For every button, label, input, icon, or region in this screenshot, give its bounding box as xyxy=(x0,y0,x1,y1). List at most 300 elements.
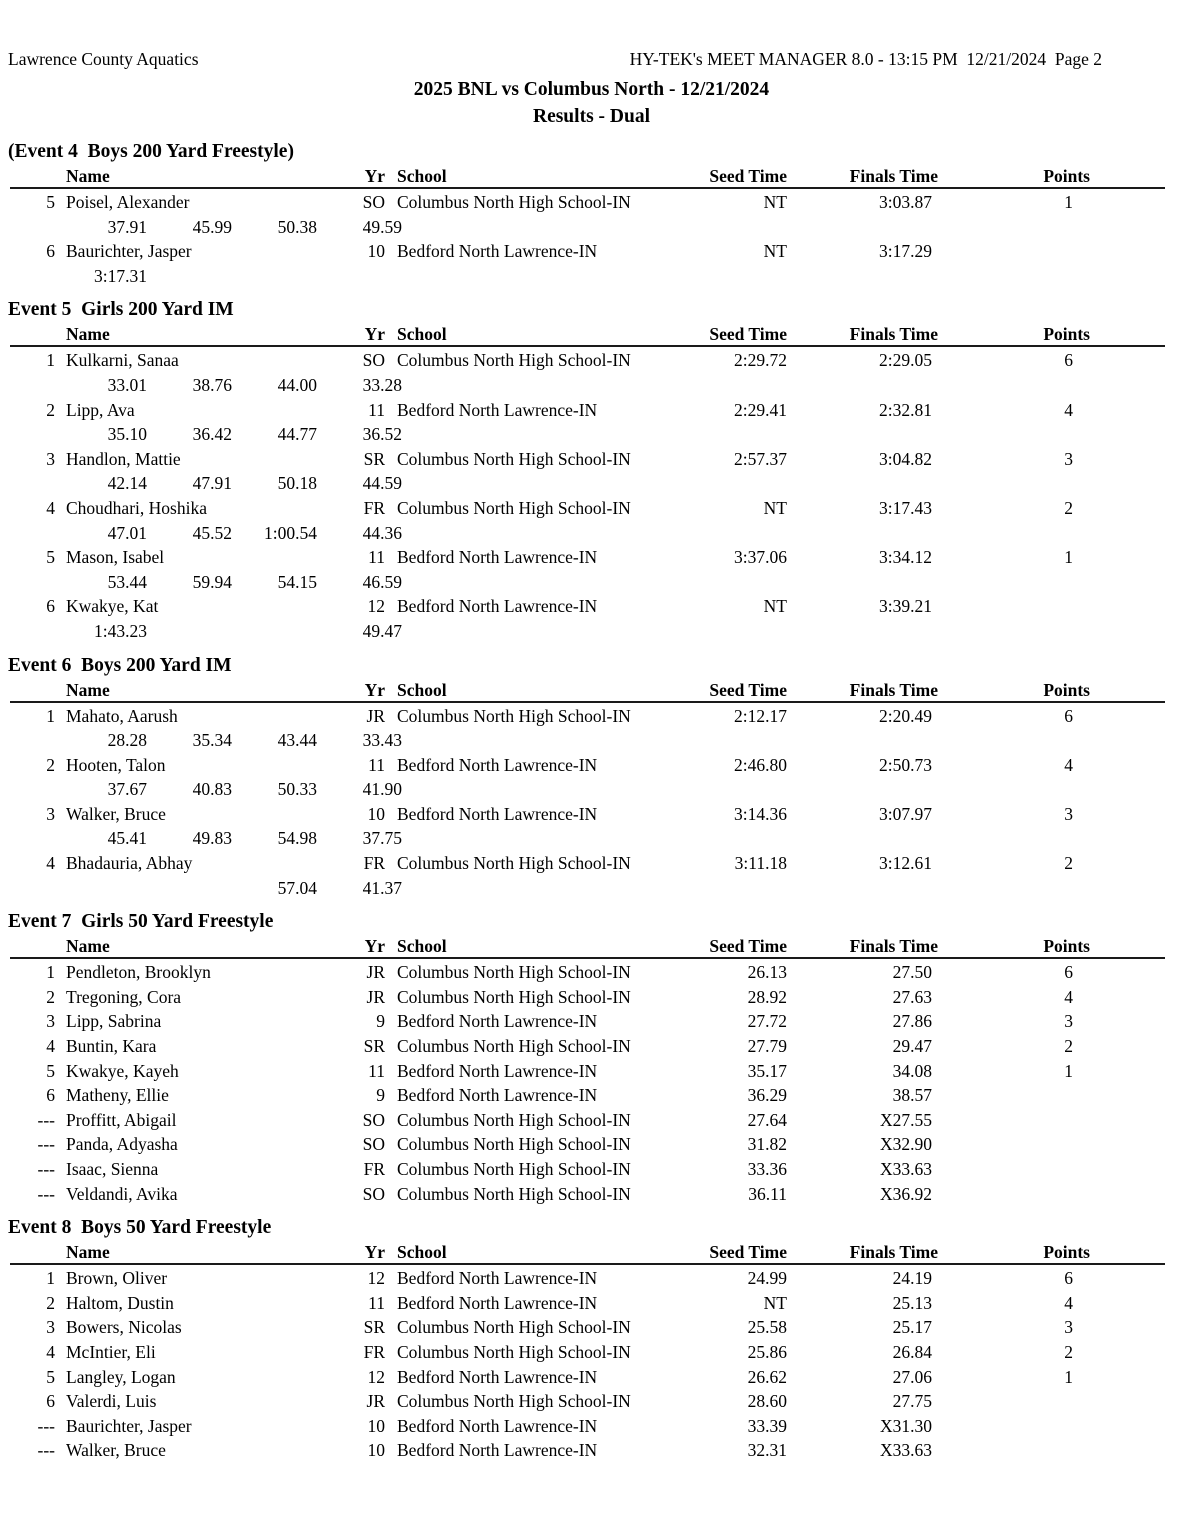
splits-row xyxy=(0,876,1183,901)
swimmer-name: Pendleton, Brooklyn xyxy=(66,962,211,983)
school-cell: Columbus North High School-IN xyxy=(397,986,631,1007)
column-header-finals-time: Finals Time xyxy=(849,679,938,700)
seed-time-cell: 24.99 xyxy=(747,1268,787,1289)
points-cell: 2 xyxy=(1064,1036,1073,1057)
place-cell: 3 xyxy=(46,803,55,824)
seed-time-cell: 36.11 xyxy=(748,1183,787,1204)
split-time-1: 37.67 xyxy=(107,779,147,800)
place-cell: 1 xyxy=(46,1268,55,1289)
school-cell: Bedford North Lawrence-IN xyxy=(397,1415,598,1436)
finals-time-cell: 29.47 xyxy=(892,1036,932,1057)
swimmer-name: Walker, Bruce xyxy=(66,1440,166,1461)
swimmer-name: Isaac, Sienna xyxy=(66,1159,159,1179)
split-time-2: 59.94 xyxy=(192,571,232,592)
result-row xyxy=(0,447,1183,472)
points-cell: 1 xyxy=(1064,1366,1073,1387)
place-cell: 3 xyxy=(46,1317,55,1338)
finals-time-cell: 2:50.73 xyxy=(879,754,932,775)
year-cell: SO xyxy=(362,1183,385,1204)
event-rows xyxy=(0,187,1183,288)
finals-time-cell: 25.13 xyxy=(892,1292,932,1313)
year-cell: FR xyxy=(363,853,385,874)
event-title: Event 5 Girls 200 Yard IM xyxy=(8,299,234,321)
split-time-4: 41.37 xyxy=(362,877,402,898)
points-cell: 4 xyxy=(1064,986,1073,1007)
points-cell: 6 xyxy=(1064,962,1073,983)
year-cell: 10 xyxy=(367,1415,385,1436)
place-cell: 5 xyxy=(46,192,55,212)
points-cell: 4 xyxy=(1064,754,1073,775)
year-cell: SO xyxy=(362,350,385,371)
points-cell: 6 xyxy=(1064,1268,1073,1289)
year-cell: SO xyxy=(362,1109,385,1130)
splits-row xyxy=(0,264,1183,289)
split-time-4: 46.59 xyxy=(362,571,402,592)
split-time-1: 3:17.31 xyxy=(94,265,147,286)
finals-time-cell: X33.63 xyxy=(879,1440,932,1461)
event-title: Event 6 Boys 200 Yard IM xyxy=(8,654,232,676)
result-row xyxy=(0,1083,1183,1108)
place-cell: 6 xyxy=(46,596,55,617)
event-rows xyxy=(0,345,1183,643)
column-header-name: Name xyxy=(66,936,110,957)
swimmer-name: Handlon, Mattie xyxy=(66,448,181,469)
split-time-2: 49.83 xyxy=(192,828,232,849)
place-cell: 5 xyxy=(46,1060,55,1081)
swimmer-name: Bowers, Nicolas xyxy=(66,1317,182,1338)
result-row xyxy=(0,1291,1183,1316)
column-headers xyxy=(0,323,1183,345)
school-cell: Columbus North High School-IN xyxy=(397,1341,631,1362)
year-cell: SO xyxy=(362,192,385,212)
column-header-school: School xyxy=(397,324,447,345)
swimmer-name: Mason, Isabel xyxy=(66,547,165,568)
column-header-seed-time: Seed Time xyxy=(709,936,787,957)
finals-time-cell: X32.90 xyxy=(879,1134,932,1155)
swimmer-name: Choudhari, Hoshika xyxy=(66,497,207,518)
place-cell: 2 xyxy=(46,986,55,1007)
finals-time-cell: 3:34.12 xyxy=(879,547,932,568)
points-cell: 1 xyxy=(1064,547,1073,568)
points-cell: 4 xyxy=(1064,399,1073,420)
year-cell: JR xyxy=(366,1391,385,1412)
finals-time-cell: 2:29.05 xyxy=(879,350,932,371)
finals-time-cell: 27.75 xyxy=(892,1391,932,1412)
seed-time-cell: 35.17 xyxy=(747,1060,787,1081)
finals-time-cell: 27.06 xyxy=(892,1366,932,1387)
place-cell: 4 xyxy=(46,1036,55,1057)
column-header-seed-time: Seed Time xyxy=(709,166,787,186)
year-cell: FR xyxy=(363,1341,385,1362)
swimmer-name: Lipp, Sabrina xyxy=(66,1011,162,1032)
result-row xyxy=(0,1365,1183,1390)
seed-time-cell: NT xyxy=(763,192,787,212)
swimmer-name: Bhadauria, Abhay xyxy=(66,853,193,874)
split-time-1: 42.14 xyxy=(107,473,147,494)
result-row xyxy=(0,239,1183,264)
points-cell: 3 xyxy=(1064,1317,1073,1338)
school-cell: Bedford North Lawrence-IN xyxy=(397,547,598,568)
split-time-4: 36.52 xyxy=(362,424,402,445)
event-section xyxy=(0,139,1183,288)
place-cell: 2 xyxy=(46,754,55,775)
split-time-3: 43.44 xyxy=(277,730,317,751)
swimmer-name: McIntier, Eli xyxy=(66,1341,156,1362)
swimmer-name: Brown, Oliver xyxy=(66,1268,168,1289)
split-time-1: 45.41 xyxy=(107,828,147,849)
event-section xyxy=(0,909,1183,1206)
column-header-school: School xyxy=(397,679,447,700)
result-row xyxy=(0,802,1183,827)
school-cell: Columbus North High School-IN xyxy=(397,497,631,518)
split-time-2: 40.83 xyxy=(192,779,232,800)
column-header-name: Name xyxy=(66,324,110,345)
page-header xyxy=(0,46,1183,72)
year-cell: 12 xyxy=(367,596,385,617)
finals-time-cell: 3:17.29 xyxy=(879,241,932,262)
swimmer-name: Kwakye, Kayeh xyxy=(66,1060,179,1081)
school-cell: Bedford North Lawrence-IN xyxy=(397,1366,598,1387)
split-time-3: 57.04 xyxy=(277,877,317,898)
finals-time-cell: 27.86 xyxy=(892,1011,932,1032)
column-headers xyxy=(0,165,1183,187)
splits-row xyxy=(0,570,1183,595)
swimmer-name: Baurichter, Jasper xyxy=(66,1415,192,1436)
swimmer-name: Veldandi, Avika xyxy=(66,1183,178,1204)
swimmer-name: Hooten, Talon xyxy=(66,754,166,775)
school-cell: Columbus North High School-IN xyxy=(397,853,631,874)
result-row xyxy=(0,1157,1183,1182)
result-row xyxy=(0,1340,1183,1365)
split-time-2: 45.99 xyxy=(192,216,232,237)
finals-time-cell: 24.19 xyxy=(892,1268,932,1289)
year-cell: 12 xyxy=(367,1366,385,1387)
place-cell: 2 xyxy=(46,399,55,420)
seed-time-cell: 33.36 xyxy=(747,1159,787,1179)
place-cell: --- xyxy=(37,1415,55,1436)
points-cell: 3 xyxy=(1064,448,1073,469)
seed-time-cell: 25.58 xyxy=(747,1317,787,1338)
seed-time-cell: 27.72 xyxy=(747,1011,787,1032)
column-header-points: Points xyxy=(1043,1242,1090,1263)
split-time-2: 38.76 xyxy=(192,374,232,395)
event-section xyxy=(0,297,1183,643)
result-row xyxy=(0,1438,1183,1463)
school-cell: Bedford North Lawrence-IN xyxy=(397,1268,598,1289)
finals-time-cell: 3:07.97 xyxy=(879,803,932,824)
column-header-school: School xyxy=(397,166,447,186)
result-row xyxy=(0,1389,1183,1414)
split-time-3: 44.00 xyxy=(277,374,317,395)
seed-time-cell: 36.29 xyxy=(747,1085,787,1106)
year-cell: JR xyxy=(366,962,385,983)
seed-time-cell: 2:46.80 xyxy=(734,754,787,775)
school-cell: Bedford North Lawrence-IN xyxy=(397,399,598,420)
splits-row xyxy=(0,373,1183,398)
finals-time-cell: 3:17.43 xyxy=(879,497,932,518)
place-cell: 5 xyxy=(46,547,55,568)
place-cell: --- xyxy=(37,1159,55,1179)
year-cell: JR xyxy=(366,705,385,726)
year-cell: FR xyxy=(363,497,385,518)
place-cell: --- xyxy=(37,1134,55,1155)
swimmer-name: Walker, Bruce xyxy=(66,803,166,824)
school-cell: Bedford North Lawrence-IN xyxy=(397,596,598,617)
seed-time-cell: NT xyxy=(763,1292,787,1313)
seed-time-cell: 32.31 xyxy=(747,1440,787,1461)
school-cell: Columbus North High School-IN xyxy=(397,350,631,371)
place-cell: 4 xyxy=(46,853,55,874)
result-row xyxy=(0,190,1183,215)
finals-time-cell: 3:03.87 xyxy=(879,192,932,212)
finals-time-cell: 3:04.82 xyxy=(879,448,932,469)
split-time-4: 49.47 xyxy=(362,620,402,641)
finals-time-cell: 3:39.21 xyxy=(879,596,932,617)
place-cell: 2 xyxy=(46,1292,55,1313)
year-cell: SR xyxy=(363,448,385,469)
year-cell: 11 xyxy=(368,1060,385,1081)
swimmer-name: Valerdi, Luis xyxy=(66,1391,157,1412)
finals-time-cell: X27.55 xyxy=(879,1109,932,1130)
result-row xyxy=(0,1009,1183,1034)
place-cell: --- xyxy=(37,1109,55,1130)
splits-row xyxy=(0,422,1183,447)
split-time-4: 49.59 xyxy=(362,216,402,237)
event-rows xyxy=(0,957,1183,1206)
result-row xyxy=(0,960,1183,985)
school-cell: Bedford North Lawrence-IN xyxy=(397,803,598,824)
school-cell: Columbus North High School-IN xyxy=(397,1134,631,1155)
points-cell: 1 xyxy=(1064,192,1073,212)
result-row xyxy=(0,1108,1183,1133)
swimmer-name: Kwakye, Kat xyxy=(66,596,159,617)
split-time-3: 54.15 xyxy=(277,571,317,592)
splits-row xyxy=(0,521,1183,546)
year-cell: 10 xyxy=(367,1440,385,1461)
seed-time-cell: NT xyxy=(763,596,787,617)
column-headers xyxy=(0,1241,1183,1263)
column-header-yr: Yr xyxy=(364,679,385,700)
seed-time-cell: 3:37.06 xyxy=(734,547,787,568)
seed-time-cell: 33.39 xyxy=(747,1415,787,1436)
seed-time-cell: 2:29.72 xyxy=(734,350,787,371)
place-cell: 5 xyxy=(46,1366,55,1387)
school-cell: Bedford North Lawrence-IN xyxy=(397,1011,598,1032)
report-type: Results - Dual xyxy=(532,106,650,127)
result-row xyxy=(0,851,1183,876)
seed-time-cell: 26.62 xyxy=(747,1366,787,1387)
result-row xyxy=(0,1414,1183,1439)
column-headers xyxy=(0,935,1183,957)
column-header-name: Name xyxy=(66,679,110,700)
seed-time-cell: NT xyxy=(763,241,787,262)
finals-time-cell: 27.50 xyxy=(892,962,932,983)
year-cell: 9 xyxy=(376,1085,385,1106)
result-row xyxy=(0,1059,1183,1084)
finals-time-cell: 2:32.81 xyxy=(879,399,932,420)
column-header-name: Name xyxy=(66,1242,110,1263)
place-cell: 6 xyxy=(46,241,55,262)
year-cell: 11 xyxy=(368,754,385,775)
school-cell: Columbus North High School-IN xyxy=(397,1317,631,1338)
seed-time-cell: NT xyxy=(763,497,787,518)
seed-time-cell: 3:14.36 xyxy=(734,803,787,824)
result-row xyxy=(0,704,1183,729)
splits-row xyxy=(0,777,1183,802)
seed-time-cell: 27.79 xyxy=(747,1036,787,1057)
year-cell: 11 xyxy=(368,547,385,568)
year-cell: SR xyxy=(363,1036,385,1057)
points-cell: 4 xyxy=(1064,1292,1073,1313)
year-cell: 9 xyxy=(376,1011,385,1032)
result-row xyxy=(0,1182,1183,1207)
school-cell: Columbus North High School-IN xyxy=(397,1183,631,1204)
event-title: Event 8 Boys 50 Yard Freestyle xyxy=(8,1217,272,1239)
split-time-2: 35.34 xyxy=(192,730,232,751)
column-header-points: Points xyxy=(1043,324,1090,345)
finals-time-cell: 38.57 xyxy=(892,1085,932,1106)
column-header-yr: Yr xyxy=(364,1242,385,1263)
result-row xyxy=(0,1034,1183,1059)
meet-title: 2025 BNL vs Columbus North - 12/21/2024 xyxy=(413,79,770,100)
finals-time-cell: X36.92 xyxy=(879,1183,932,1204)
column-header-seed-time: Seed Time xyxy=(709,324,787,345)
splits-row xyxy=(0,215,1183,240)
school-cell: Columbus North High School-IN xyxy=(397,448,631,469)
result-row xyxy=(0,348,1183,373)
event-rows xyxy=(0,1263,1183,1463)
swimmer-name: Poisel, Alexander xyxy=(66,192,190,212)
splits-row xyxy=(0,619,1183,644)
split-time-2: 45.52 xyxy=(192,522,232,543)
points-cell: 6 xyxy=(1064,705,1073,726)
event-section xyxy=(0,1215,1183,1463)
school-cell: Columbus North High School-IN xyxy=(397,705,631,726)
seed-time-cell: 2:29.41 xyxy=(734,399,787,420)
place-cell: 4 xyxy=(46,497,55,518)
splits-row xyxy=(0,471,1183,496)
column-header-yr: Yr xyxy=(364,324,385,345)
result-row xyxy=(0,753,1183,778)
place-cell: 1 xyxy=(46,962,55,983)
swimmer-name: Baurichter, Jasper xyxy=(66,241,192,262)
split-time-4: 37.75 xyxy=(362,828,402,849)
column-header-finals-time: Finals Time xyxy=(849,936,938,957)
column-header-yr: Yr xyxy=(364,936,385,957)
year-cell: JR xyxy=(366,986,385,1007)
column-header-school: School xyxy=(397,936,447,957)
split-time-4: 41.90 xyxy=(362,779,402,800)
column-header-school: School xyxy=(397,1242,447,1263)
report-meta: HY-TEK's MEET MANAGER 8.0 - 13:15 PM 12/21/2024 Page 2 xyxy=(629,49,1102,69)
seed-time-cell: 28.60 xyxy=(747,1391,787,1412)
swimmer-name: Kulkarni, Sanaa xyxy=(66,350,179,371)
finals-time-cell: 25.17 xyxy=(892,1317,932,1338)
split-time-4: 33.43 xyxy=(362,730,402,751)
event-rows xyxy=(0,701,1183,901)
split-time-3: 44.77 xyxy=(277,424,317,445)
points-cell: 2 xyxy=(1064,1341,1073,1362)
place-cell: --- xyxy=(37,1440,55,1461)
school-cell: Columbus North High School-IN xyxy=(397,962,631,983)
result-row xyxy=(0,545,1183,570)
school-cell: Columbus North High School-IN xyxy=(397,1159,631,1179)
swimmer-name: Proffitt, Abigail xyxy=(66,1109,177,1130)
split-time-3: 54.98 xyxy=(277,828,317,849)
result-row xyxy=(0,1132,1183,1157)
column-header-points: Points xyxy=(1043,679,1090,700)
seed-time-cell: 25.86 xyxy=(747,1341,787,1362)
swimmer-name: Mahato, Aarush xyxy=(66,705,178,726)
result-row xyxy=(0,1266,1183,1291)
swimmer-name: Haltom, Dustin xyxy=(66,1292,174,1313)
seed-time-cell: 26.13 xyxy=(747,962,787,983)
splits-row xyxy=(0,728,1183,753)
year-cell: 10 xyxy=(367,241,385,262)
result-row xyxy=(0,496,1183,521)
year-cell: SR xyxy=(363,1317,385,1338)
year-cell: 10 xyxy=(367,803,385,824)
splits-row xyxy=(0,826,1183,851)
school-cell: Columbus North High School-IN xyxy=(397,1036,631,1057)
place-cell: 6 xyxy=(46,1391,55,1412)
seed-time-cell: 3:11.18 xyxy=(734,853,787,874)
year-cell: 12 xyxy=(367,1268,385,1289)
school-cell: Bedford North Lawrence-IN xyxy=(397,241,598,262)
seed-time-cell: 28.92 xyxy=(747,986,787,1007)
school-cell: Columbus North High School-IN xyxy=(397,1391,631,1412)
finals-time-cell: 34.08 xyxy=(892,1060,932,1081)
school-cell: Columbus North High School-IN xyxy=(397,1109,631,1130)
column-header-yr: Yr xyxy=(364,166,385,186)
swimmer-name: Lipp, Ava xyxy=(66,399,135,420)
points-cell: 2 xyxy=(1064,497,1073,518)
seed-time-cell: 2:12.17 xyxy=(734,705,787,726)
points-cell: 6 xyxy=(1064,350,1073,371)
column-header-finals-time: Finals Time xyxy=(849,1242,938,1263)
school-cell: Bedford North Lawrence-IN xyxy=(397,1440,598,1461)
place-cell: 6 xyxy=(46,1085,55,1106)
split-time-3: 50.33 xyxy=(277,779,317,800)
column-header-points: Points xyxy=(1043,936,1090,957)
column-header-points: Points xyxy=(1043,166,1090,186)
column-header-seed-time: Seed Time xyxy=(709,679,787,700)
finals-time-cell: 3:12.61 xyxy=(879,853,932,874)
swimmer-name: Langley, Logan xyxy=(66,1366,176,1387)
event-section xyxy=(0,653,1183,901)
swimmer-name: Panda, Adyasha xyxy=(66,1134,178,1155)
place-cell: 3 xyxy=(46,1011,55,1032)
split-time-3: 50.38 xyxy=(277,216,317,237)
split-time-1: 35.10 xyxy=(107,424,147,445)
school-cell: Bedford North Lawrence-IN xyxy=(397,754,598,775)
place-cell: 3 xyxy=(46,448,55,469)
result-row xyxy=(0,398,1183,423)
year-cell: 11 xyxy=(368,399,385,420)
split-time-4: 44.59 xyxy=(362,473,402,494)
place-cell: 1 xyxy=(46,705,55,726)
column-headers xyxy=(0,679,1183,701)
finals-time-cell: X31.30 xyxy=(879,1415,932,1436)
seed-time-cell: 31.82 xyxy=(747,1134,787,1155)
year-cell: SO xyxy=(362,1134,385,1155)
split-time-1: 28.28 xyxy=(107,730,147,751)
split-time-1: 1:43.23 xyxy=(94,620,147,641)
school-cell: Columbus North High School-IN xyxy=(397,192,631,212)
points-cell: 3 xyxy=(1064,1011,1073,1032)
events-container xyxy=(0,139,1183,1463)
swimmer-name: Matheny, Ellie xyxy=(66,1085,169,1106)
